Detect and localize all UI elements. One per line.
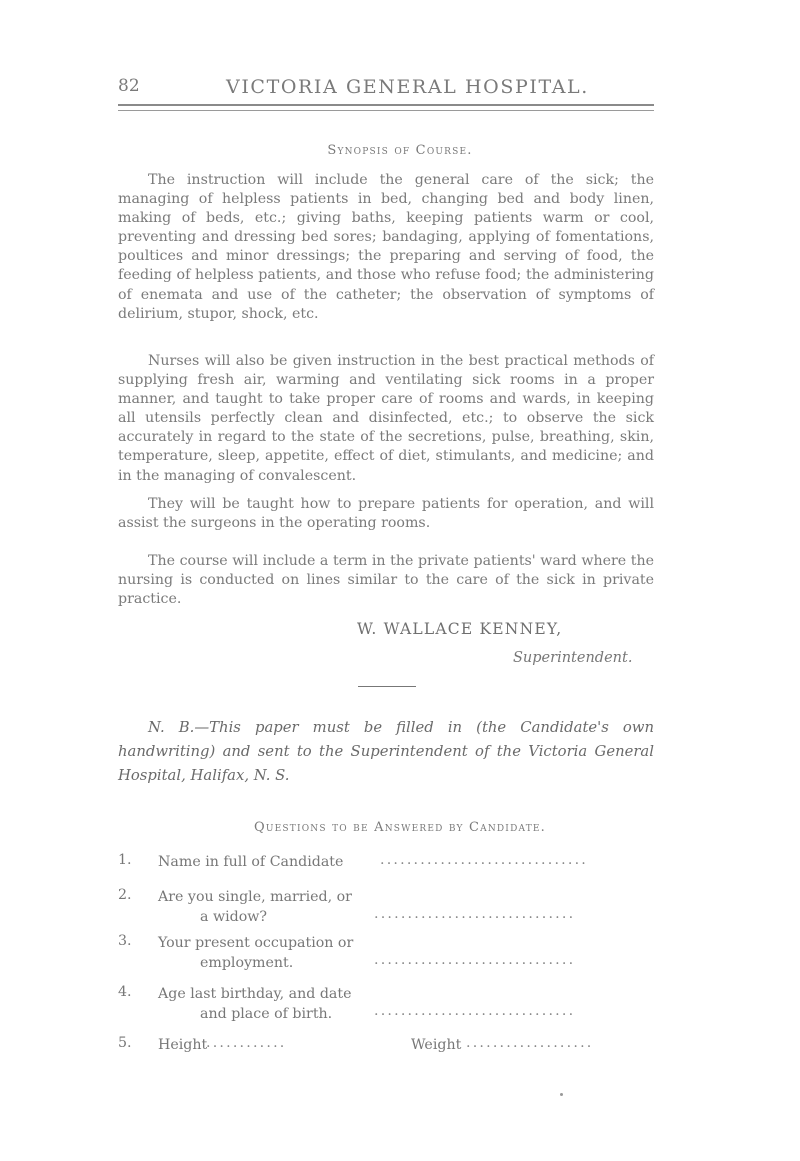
question-row <box>118 984 658 1026</box>
synopsis-heading: Synopsis of Course. <box>327 143 473 158</box>
question-number: 2. <box>118 887 132 903</box>
synopsis-paragraph: The instruction will include the general care of the sick; the managing of helpless patients in bed, changing bed and body linen, making of beds, etc.; giving baths, keeping patients warm or cool, preventing and dressing bed sores; bandaging, applying of fomentations, poultices and minor dressings; the preparing and serving of food, the feeding of helpless patients, and those who refuse food; the administering of enemata and use of the catheter; the observation of symptoms of delirium, stupor, shock, etc. <box>118 172 654 322</box>
question-number: 4. <box>118 984 132 1000</box>
question-text-line: Your present occupation or <box>158 935 354 951</box>
synopsis-paragraph: Nurses will also be given instruction in the best practical methods of supplying fresh air, warming and ventilating sick rooms in a proper manner, and taught to take proper care of rooms and wards, in keeping all utensils perfectly clean and disinfected, etc.; to observe the sick accurately in regard to the state of the secretions, pulse, breathing, skin, temperature, sleep, appetite, effect of diet, stimulants, and medicine; and in the managing of convalescent. <box>118 353 654 484</box>
signature-title: Superintendent. <box>513 650 633 666</box>
question-text-line: Age last birthday, and date <box>158 986 352 1002</box>
question-number: 1. <box>118 852 132 868</box>
question-text <box>158 933 353 973</box>
answer-dots[interactable]: .............................. <box>374 952 576 968</box>
question-text-line: Are you single, married, or <box>158 889 352 905</box>
answer-dots[interactable]: .............................. <box>374 1003 576 1019</box>
height-answer-dots[interactable]: ............ <box>206 1035 287 1051</box>
nb-note: N. B.—This paper must be filled in (the Candidate's own handwriting) and sent to the Superintendent of the Victoria General Hospital, Halifax, N. S. <box>118 719 654 784</box>
question-text-line: employment. <box>200 955 294 971</box>
question-text: Name in full of Candidate <box>158 854 344 870</box>
weight-label: Weight <box>411 1037 462 1053</box>
question-text <box>158 887 352 927</box>
synopsis-paragraph: The course will include a term in the private patients' ward where the nursing is conducted on lines similar to the care of the sick in private practice. <box>118 553 654 608</box>
question-row <box>118 1035 658 1057</box>
signature-name: W. WALLACE KENNEY, <box>357 620 563 638</box>
section-divider <box>358 686 416 687</box>
page-number: 82 <box>118 76 140 96</box>
question-row <box>118 852 658 874</box>
answer-dots[interactable]: ............................... <box>380 852 589 868</box>
running-title: VICTORIA GENERAL HOSPITAL. <box>226 76 589 98</box>
synopsis-paragraph: They will be taught how to prepare patients for operation, and will assist the surgeons in the operating rooms. <box>118 496 654 532</box>
header-rule-thin <box>118 110 654 111</box>
question-text: Height <box>158 1037 208 1053</box>
question-row <box>118 933 658 975</box>
page-header <box>118 76 654 106</box>
answer-dots[interactable]: .............................. <box>374 906 576 922</box>
question-text <box>158 984 351 1024</box>
weight-answer-dots[interactable]: ................... <box>466 1035 594 1051</box>
question-number: 5. <box>118 1035 132 1051</box>
question-text-line: a widow? <box>200 909 268 925</box>
question-row <box>118 887 658 929</box>
question-text-line: and place of birth. <box>200 1006 333 1022</box>
paper-speck <box>560 1093 563 1096</box>
header-rule-thick <box>118 104 654 106</box>
question-number: 3. <box>118 933 132 949</box>
questions-heading: Questions to be Answered by Candidate. <box>253 820 546 835</box>
